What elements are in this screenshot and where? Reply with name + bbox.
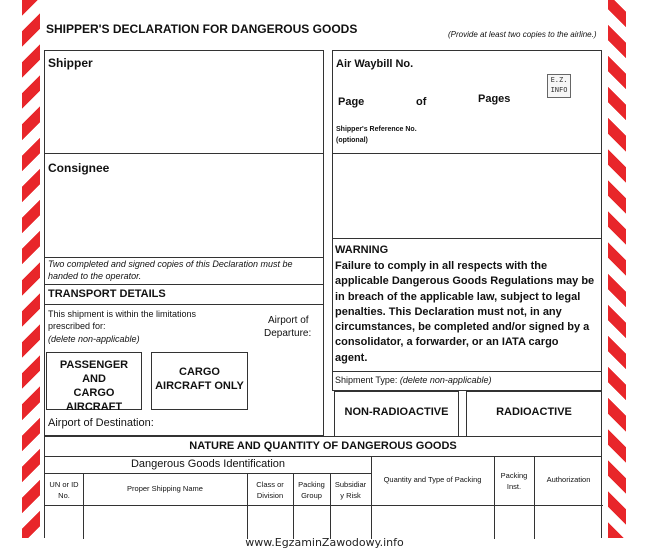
copies-notice-line1: Two completed and signed copies of this Declaration must be [48,259,293,269]
passenger-cargo-aircraft-option[interactable] [46,352,142,413]
transport-details-body [44,304,324,436]
air-waybill-section [332,50,602,154]
col-authorization: Authorization [546,475,591,484]
limitations-line2: prescribed for: [48,321,106,331]
airport-destination-label: Airport of Destination: [48,417,154,429]
cargo-line2: AIRCRAFT ONLY [155,380,244,392]
limitations-line1: This shipment is within the limitations [48,309,197,319]
warning-line: consolidator, a forwarder, or an IATA cargo [335,336,559,349]
warning-line: agent. [335,351,368,364]
form-title: SHIPPER'S DECLARATION FOR DANGEROUS GOODS [46,22,358,36]
passenger-line3: AIRCRAFT [65,401,123,413]
warning-line: in breach of the applicable law, subject to legal [335,290,581,303]
transport-details-header [44,284,324,305]
page-label: Page [338,96,365,108]
limitations-line3: (delete non-applicable) [48,334,140,344]
hazard-stripe-left [22,0,40,538]
goods-table [44,456,602,538]
col-subsidiary-risk: Subsidiar y Risk [334,480,367,500]
copies-notice-line2: handed to the operator. [48,271,142,281]
qr-code-icon: E.Z. INFO [547,74,571,98]
warning-line: circumstances, be completed and/or signed by a [335,321,590,334]
radioactive-option[interactable] [466,391,602,437]
nature-quantity-title: NATURE AND QUANTITY OF DANGEROUS GOODS [189,440,457,452]
radioactive-label: RADIOACTIVE [496,406,572,418]
shipment-type-row [332,371,602,391]
warning-line: applicable Dangerous Goods Regulations may be [335,275,595,288]
identification-header: Dangerous Goods Identification [130,458,286,470]
warning-title: WARNING [335,244,389,256]
col-class-division: Class or Division [256,480,284,500]
shipper-ref-line2: (optional) [336,137,368,144]
shipper-reference-field[interactable] [332,153,602,239]
watermark-footer: www.EgzaminZawodowy.info [245,536,404,549]
air-waybill-label: Air Waybill No. [336,58,414,70]
consignee-field[interactable] [44,153,324,258]
non-radioactive-option[interactable] [334,391,459,437]
transport-details-label: TRANSPORT DETAILS [48,288,166,300]
nature-quantity-header [44,436,602,457]
warning-line: Failure to comply in all respects with the [335,260,548,272]
col-quantity-type-packing: Quantity and Type of Packing [383,475,482,484]
shipper-field[interactable] [44,50,324,154]
shipper-ref-line1: Shipper's Reference No. [336,126,417,133]
col-packing-group: Packing Group [298,480,325,500]
pages-label: Pages [478,93,511,105]
passenger-line1: PASSENGER AND [59,359,129,385]
of-label: of [416,96,427,108]
copies-notice [44,257,324,285]
dangerous-goods-form [44,12,602,538]
col-packing-inst: Packing Inst. [500,471,528,491]
shipper-label: Shipper [48,56,93,70]
shipment-type-label: Shipment Type: [335,375,398,385]
warning-text [335,259,594,366]
shipment-type-note: (delete non-applicable) [399,375,492,385]
cargo-aircraft-only-option[interactable] [151,352,248,410]
passenger-line2: CARGO [73,387,115,399]
airport-departure-line2: Departure: [264,328,312,339]
airport-departure-line1: Airport of [268,315,309,326]
warning-section [332,238,602,372]
col-un-id: UN or ID No. [49,480,79,500]
non-radioactive-label: NON-RADIOACTIVE [344,406,449,418]
col-proper-shipping-name: Proper Shipping Name [127,484,203,493]
consignee-label: Consignee [48,161,110,175]
warning-line: penalties. This Declaration must not, in any [335,305,562,318]
hazard-stripe-right [608,0,626,538]
copies-note: (Provide at least two copies to the airline.) [448,30,597,39]
cargo-line1: CARGO [179,366,220,378]
